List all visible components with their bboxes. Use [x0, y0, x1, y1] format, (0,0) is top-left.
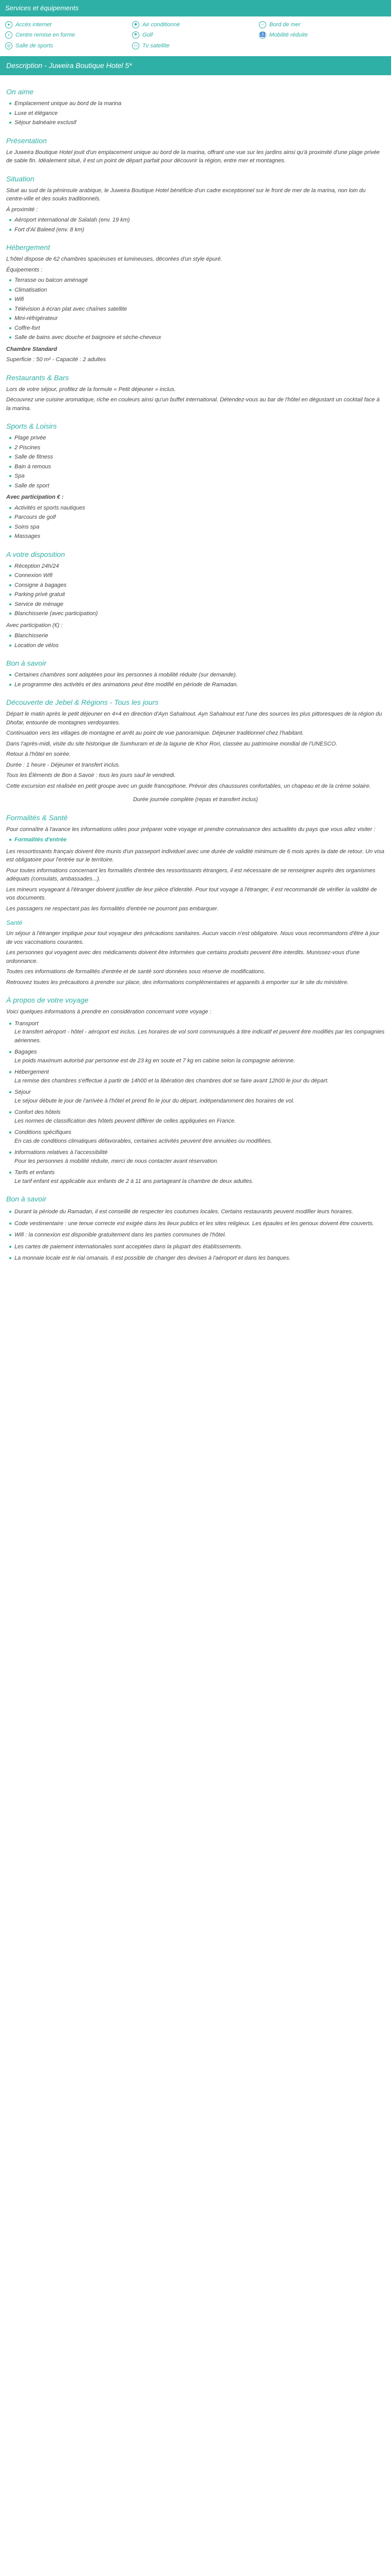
- sports-list: [6, 434, 385, 490]
- bon-final-heading: Bon à savoir: [6, 1195, 46, 1203]
- propos-item-text: Le poids maximum autorisé par personne est de 23 kg en soute et 7 kg en cabine selon la compagnie aérienne.: [14, 1057, 296, 1064]
- bon-a-savoir-heading: Bon à savoir: [6, 659, 46, 667]
- propos-item-label: Tarifs et enfants: [14, 1170, 55, 1176]
- list-item: Activités et sports nautiques: [14, 504, 385, 513]
- disposition-list: [6, 562, 385, 618]
- propos-item-text: Les normes de classification des hôtels peuvent différer de celles appliquées en France.: [14, 1117, 236, 1124]
- list-item: Salle de sport: [14, 482, 385, 490]
- service-item: ⚑ Golf: [132, 31, 259, 40]
- service-item: ▭ Tv satellite: [132, 42, 259, 50]
- propos-item-text: La remise des chambres s'effectue à partir de 14h00 et la libération des chambres doit se faire avant 12h00 le jour du départ.: [14, 1077, 329, 1084]
- list-item: Télévision à écran plat avec chaînes satellite: [14, 305, 385, 314]
- excursion-p3: Dans l'après-midi, visite du site historique de Sumhuram et de la lagune de Khor Rori, classée au patrimoine mondial de l'UNESCO.: [6, 740, 337, 747]
- list-item: [14, 1168, 385, 1185]
- propos-item-label: Transport: [14, 1020, 39, 1027]
- formalites-link[interactable]: Formalités d'entrée: [14, 836, 385, 844]
- service-item: ~ Bord de mer: [259, 21, 386, 29]
- disposition-heading: A votre disposition: [6, 550, 65, 558]
- chambre-text: Superficie : 50 m² - Capacité : 2 adultes: [6, 357, 106, 363]
- propos-item-text: Pour les personnes à mobilité réduite, merci de nous contacter avant réservation.: [14, 1158, 219, 1164]
- list-item: Le programme des activités et des animations peut être modifié en période de Ramadan.: [14, 681, 385, 689]
- restaurants-text-2: Découvrez une cuisine aromatique, riche en couleurs ainsi qu'un buffet international. Détendez-vous au bar de l'hôtel en dégustant un cocktail face à la marina.: [6, 397, 380, 412]
- service-item: ● Accès internet: [5, 21, 132, 29]
- wave-icon: ~: [259, 21, 266, 28]
- on-aime-list: [6, 99, 385, 127]
- list-item: Les cartes de paiement internationales sont acceptées dans la plupart des établissements.: [14, 1243, 385, 1251]
- equipements-list: [6, 276, 385, 342]
- bon-final-list: [6, 1208, 385, 1263]
- propos-item-label: Confort des hôtels: [14, 1109, 61, 1115]
- restaurants-heading: Restaurants & Bars: [6, 373, 69, 382]
- list-item: Service de ménage: [14, 600, 385, 609]
- formalites-intro: Pour connaître à l'avance les informations utiles pour préparer votre voyage et prendre connaissance des actualités du pays que vous allez visiter :: [6, 826, 376, 833]
- list-item: [14, 1128, 385, 1145]
- excursion-center-text: Durée journée complète (repas et transfert inclus): [133, 796, 258, 803]
- page: [0, 0, 391, 1276]
- list-item: Coffre-fort: [14, 324, 385, 333]
- hebergement-heading: Hébergement: [6, 243, 50, 251]
- sante-text-3: Toutes ces informations de formalités d'entrée et de santé sont données sous réserve de modifications.: [6, 969, 266, 975]
- list-item: Séjour balnéaire exclusif: [14, 118, 385, 127]
- snowflake-icon: ✱: [132, 21, 139, 28]
- payant-list: [6, 504, 385, 541]
- propos-item-text: Le séjour débute le jour de l'arrivée à l'hôtel et prend fin le jour du départ, indépendamment des horaires de vol.: [14, 1097, 295, 1104]
- description-title: Description - Juweira Boutique Hotel 5*: [6, 61, 132, 70]
- propos-item-label: Informations relatives à l'accessibilité: [14, 1149, 108, 1156]
- formalites-sante-text: Pour toutes informations concernant les formalités d'entrée des ressortissants étrangers, il est nécessaire de se renseigner auprès des organismes adéquats (consulats, ambassades...).: [6, 867, 376, 882]
- sante-text-2: Les personnes qui voyagent avec des médicaments doivent être informées que certains produits peuvent être interdits. Munissez-vous d'une ordonnance.: [6, 950, 360, 964]
- propos-item-label: Hébergement: [14, 1069, 49, 1075]
- list-item: Code vestimentaire : une tenue correcte est exigée dans les lieux publics et les sites religieux. Les épaules et les genoux doivent être couverts.: [14, 1219, 385, 1228]
- list-item: Parcours de golf: [14, 513, 385, 522]
- list-item: Wifi: [14, 295, 385, 304]
- list-item: Wifi : la connexion est disponible gratuitement dans les parties communes de l'hôtel.: [14, 1231, 385, 1240]
- excursion-p5: Tous les Éléments de Bon à Savoir : tous les jours sauf le vendredi.: [6, 772, 176, 778]
- excursion-p2: Continuation vers les villages de montagne et arrêt au point de vue panoramique. Déjeuner traditionnel chez l'habitant.: [6, 730, 304, 736]
- list-item: [14, 1108, 385, 1125]
- service-item: + Centre remise en forme: [5, 31, 132, 40]
- list-item: Salle de bains avec douche et baignoire et sèche-cheveux: [14, 333, 385, 342]
- propos-item-label: Bagages: [14, 1049, 37, 1055]
- sport-icon: ◎: [5, 42, 12, 49]
- payant-label: Avec participation € :: [6, 494, 64, 500]
- list-item: La monnaie locale est le rial omanais. Il est possible de changer des devises à l'aéroport et dans les banques.: [14, 1254, 385, 1263]
- list-item: Parking privé gratuit: [14, 590, 385, 599]
- wifi-icon: ●: [5, 21, 12, 28]
- propos-list: [6, 1020, 385, 1186]
- formalites-heading: Formalités & Santé: [6, 813, 68, 822]
- restaurants-text: Lors de votre séjour, profitez de la formule « Petit déjeuner » inclus.: [6, 386, 176, 393]
- list-item: Terrasse ou balcon aménagé: [14, 276, 385, 285]
- list-item: Certaines chambres sont adaptées pour les personnes à mobilité réduite (sur demande).: [14, 671, 385, 680]
- formalites-sante-text-2: Les mineurs voyageant à l'étranger doivent justifier de leur pièce d'identité. Pour tout voyage à l'étranger, il est recommandé de vérifier la validité de vos documents.: [6, 886, 377, 901]
- list-item: Consigne à bagages: [14, 581, 385, 590]
- presentation-heading: Présentation: [6, 136, 47, 145]
- list-item: Soins spa: [14, 523, 385, 532]
- dumbbell-icon: +: [5, 31, 12, 39]
- list-item: Massages: [14, 532, 385, 541]
- list-item: Réception 24h/24: [14, 562, 385, 571]
- propos-intro: Voici quelques informations à prendre en considération concernant votre voyage :: [6, 1009, 211, 1015]
- list-item: Luxe et élégance: [14, 109, 385, 118]
- services-header: [0, 0, 391, 16]
- excursion-p6: Cette excursion est réalisée en petit groupe avec un guide francophone. Prévoir des chaussures confortables, un chapeau et de la crème solaire.: [6, 783, 371, 789]
- bon-a-savoir-list: [6, 671, 385, 689]
- propos-item-text: Le transfert aéroport - hôtel - aéroport est inclus. Les horaires de vol sont communiqués à titre indicatif et peuvent être modifiés par les compagnies aériennes.: [14, 1029, 385, 1044]
- description-header: [0, 56, 391, 75]
- on-aime-heading: On aime: [6, 88, 34, 96]
- excursion-heading: Découverte de Jebel & Régions - Tous les jours: [6, 698, 159, 706]
- sante-text: Un séjour à l'étranger implique pour tout voyageur des précautions sanitaires. Aucun vaccin n'est obligatoire. Nous vous recommandons d'être à jour de vos vaccinations courantes.: [6, 930, 380, 945]
- excursion-p4: Retour à l'hôtel en soirée.: [6, 751, 71, 757]
- formalites-text: Les ressortissants français doivent être munis d'un passeport individuel avec une durée de validité minimum de 6 mois après la date de retour. Un visa est obligatoire pour l'entrée sur le territoire.: [6, 848, 384, 863]
- propos-item-label: Conditions spécifiques: [14, 1129, 72, 1136]
- wheelchair-icon: ♿: [259, 31, 266, 39]
- list-item: Blanchisserie (avec participation): [14, 609, 385, 618]
- list-item: Durant la période du Ramadan, il est conseillé de respecter les coutumes locales. Certains restaurants peuvent modifier leurs horaires.: [14, 1208, 385, 1216]
- sante-text-4: Retrouvez toutes les précautions à prendre sur place, des informations complémentaires et appareils à emporter sur le site du ministère.: [6, 979, 349, 986]
- excursion-intro: Départ le matin après le petit déjeuner en 4×4 en direction d'Ayn Sahalnout. Ayn Sahalnout est l'une des sources les plus pittoresques de la région du Dhofar, entourée de montagnes verdoyantes.: [6, 711, 382, 726]
- list-item: Climatisation: [14, 286, 385, 295]
- service-item: ♿ Mobilité réduite: [259, 31, 386, 40]
- list-item: Connexion Wifi: [14, 571, 385, 580]
- list-item: Plage privée: [14, 434, 385, 443]
- hebergement-text: L'hôtel dispose de 62 chambres spacieuses et lumineuses, décorées d'un style épuré.: [6, 256, 222, 262]
- list-item: [14, 1048, 385, 1065]
- list-item: [14, 1068, 385, 1085]
- formalites-sante-text-3: Les passagers ne respectant pas les formalités d'entrée ne pourront pas embarquer.: [6, 905, 219, 912]
- tv-icon: ▭: [132, 42, 139, 49]
- formalites-list: [6, 836, 385, 844]
- services-grid: [0, 16, 391, 57]
- situation-text: Situé au sud de la péninsule arabique, le Juweira Boutique Hotel bénéficie d'un cadre exceptionnel sur le front de mer de la marina, non loin du centre-ville et des souks traditionnels.: [6, 187, 366, 202]
- description-content: [0, 75, 391, 1276]
- list-item: Spa: [14, 472, 385, 481]
- list-item: [14, 1148, 385, 1165]
- list-item: [14, 1088, 385, 1105]
- propos-item-text: En cas de conditions climatiques défavorables, certaines activités peuvent être annulées ou modifiées.: [14, 1138, 272, 1144]
- equipements-label: Équipements :: [6, 266, 43, 273]
- excursion-duree: Durée : 1 heure - Déjeuner et transfert inclus.: [6, 761, 120, 768]
- list-item: Mini-réfrigérateur: [14, 314, 385, 323]
- chambre-label: Chambre Standard: [6, 346, 57, 352]
- service-item: ✱ Air conditionné: [132, 21, 259, 29]
- propos-item-label: Séjour: [14, 1089, 31, 1095]
- presentation-text: Le Juweira Boutique Hotel jouit d'un emplacement unique au bord de la marina, offrant une vue sur les jardins ainsi qu'à proximité d'une plage privée de sable fin. Idéalement situé, il est un point de départ parfait pour découvrir la région, entre mer et montagnes.: [6, 149, 380, 164]
- list-item: Salle de fitness: [14, 453, 385, 462]
- situation-heading: Situation: [6, 174, 35, 183]
- avec-participation-label: Avec participation (€) :: [6, 622, 63, 629]
- sports-heading: Sports & Loisirs: [6, 422, 57, 430]
- list-item: Emplacement unique au bord de la marina: [14, 99, 385, 108]
- propos-item-text: Le tarif enfant est applicable aux enfants de 2 à 11 ans partageant la chambre de deux adultes.: [14, 1178, 254, 1184]
- participation-list: [6, 632, 385, 650]
- services-title: Services et équipements: [5, 4, 79, 12]
- service-item: ◎ Salle de sports: [5, 42, 132, 50]
- list-item: 2 Piscines: [14, 444, 385, 452]
- list-item: Fort d'Al Baleed (env. 8 km): [14, 226, 385, 234]
- proximite-label: À proximité :: [6, 206, 38, 213]
- list-item: Blanchisserie: [14, 632, 385, 640]
- list-item: [14, 1020, 385, 1045]
- list-item: Bain à remous: [14, 463, 385, 471]
- propos-heading: À propos de votre voyage: [6, 996, 89, 1004]
- list-item: Location de vélos: [14, 641, 385, 650]
- golf-icon: ⚑: [132, 31, 139, 39]
- sante-heading: Santé: [6, 919, 23, 926]
- proximite-list: [6, 216, 385, 234]
- list-item: Aéroport international de Salalah (env. 19 km): [14, 216, 385, 225]
